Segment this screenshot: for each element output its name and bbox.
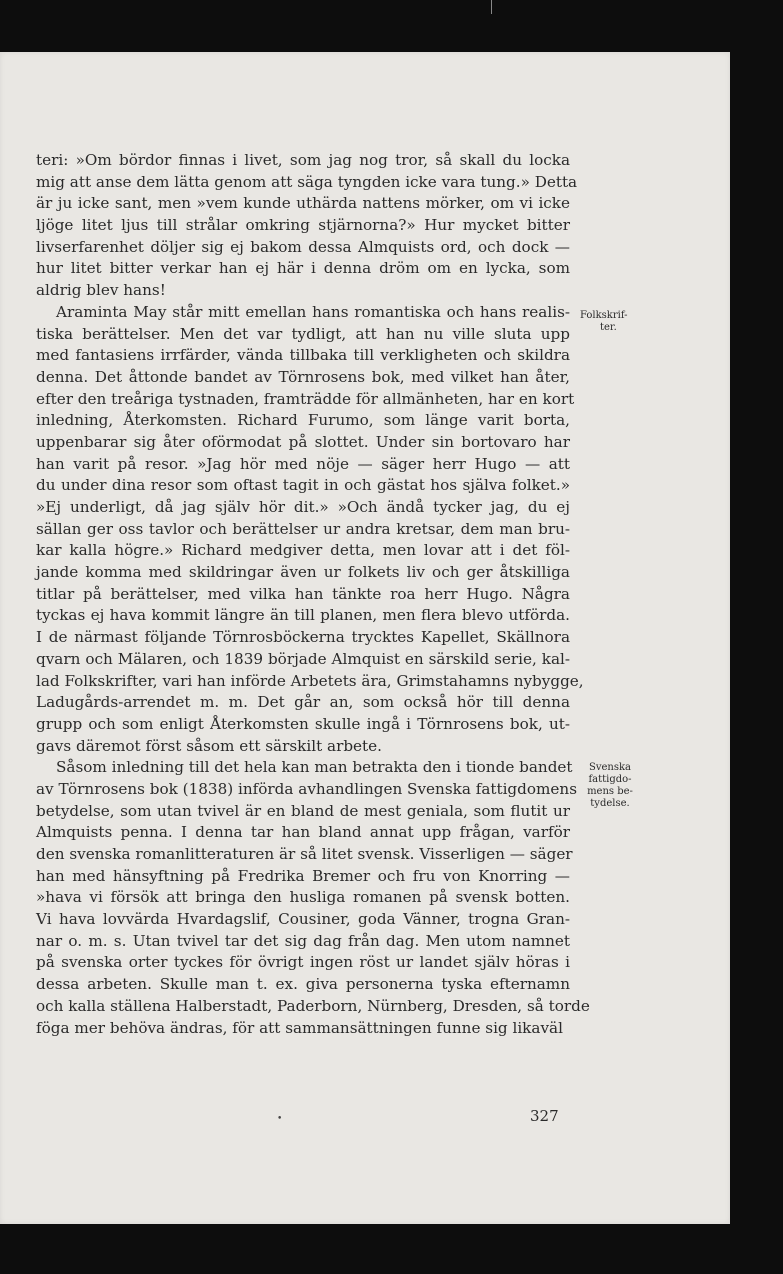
- text-line: Såsom inledning till det hela kan man betrakta den i tionde bandet: [56, 758, 573, 777]
- text-line: grupp och som enligt Återkomsten skulle ingå i Törnrosens bok, ut-: [36, 714, 570, 733]
- text-line: ljöge litet ljus till strålar omkring stjärnorna?» Hur mycket bitter: [36, 216, 570, 235]
- text-line: av Törnrosens bok (1838) införda avhandlingen Svenska fattigdomens: [36, 779, 577, 798]
- text-line: och kalla ställena Halberstadt, Paderborn, Nürnberg, Dresden, så torde: [36, 996, 590, 1015]
- text-line: betydelse, som utan tvivel är en bland de mest geniala, som flutit ur: [36, 801, 570, 820]
- margin-note-svenska-fattigdomens: [585, 762, 635, 810]
- margin-note-line: Svenska: [588, 762, 631, 773]
- text-line: Araminta May står mitt emellan hans romantiska och hans realis-: [56, 302, 570, 321]
- text-line: qvarn och Mälaren, och 1839 började Almquist en särskild serie, kal-: [36, 649, 570, 668]
- text-line: sällan ger oss tavlor och berättelser ur andra kretsar, dem man bru-: [36, 519, 570, 538]
- text-line: med fantasiens irrfärder, vända tillbaka till verkligheten och skildra: [36, 346, 570, 365]
- book-page: [0, 52, 730, 1224]
- text-line: föga mer behöva ändras, för att sammansättningen funne sig likaväl: [36, 1018, 563, 1037]
- text-line: uppenbarar sig åter oförmodat på slottet. Under sin bortovaro har: [36, 432, 570, 451]
- text-line: livserfarenhet döljer sig ej bakom dessa Almquists ord, och dock —: [36, 237, 570, 256]
- text-line: Vi hava lovvärda Hvardagslif, Cousiner, goda Vänner, trogna Gran-: [36, 910, 570, 929]
- text-line: »hava vi försök att bringa den husliga romanen på svensk botten.: [36, 888, 570, 907]
- text-line: efter den treåriga tystnaden, framträdde för allmänheten, har en kort: [36, 389, 575, 408]
- text-line: mig att anse dem lätta genom att säga tyngden icke vara tung.» Detta: [36, 172, 578, 191]
- text-line: kar kalla högre.» Richard medgiver detta, men lovar att i det föl-: [36, 541, 570, 560]
- margin-note-line: mens be-: [587, 786, 633, 797]
- margin-note-line: fattigdo-: [588, 774, 632, 785]
- text-line: aldrig blev hans!: [36, 281, 166, 300]
- text-line: Almquists penna. I denna tar han bland annat upp frågan, varför: [36, 823, 570, 842]
- text-line: gavs däremot först såsom ett särskilt arbete.: [36, 736, 382, 755]
- text-line: lad Folkskrifter, vari han införde Arbetets ära, Grimstahamns nybygge,: [36, 671, 584, 690]
- text-line: titlar på berättelser, med vilka han tänkte roa herr Hugo. Några: [36, 584, 570, 603]
- text-line: »Ej underligt, då jag själv hör dit.» »Och ändå tycker jag, du ej: [36, 498, 570, 516]
- text-line: den svenska romanlitteraturen är så litet svensk. Visserligen — säger: [36, 845, 573, 863]
- margin-note-line: tydelse.: [590, 798, 630, 809]
- text-line: han varit på resor. »Jag hör med nöje — säger herr Hugo — att: [36, 454, 570, 473]
- text-line: tiska berättelser. Men det var tydligt, att han nu ville sluta upp: [36, 324, 570, 343]
- text-line: I de närmast följande Törnrosböckerna trycktes Kapellet, Skällnora: [36, 628, 570, 647]
- text-line: jande komma med skildringar även ur folkets liv och ger åtskilliga: [36, 563, 570, 582]
- margin-note-folkskrifter: [580, 310, 628, 334]
- text-line: dessa arbeten. Skulle man t. ex. giva personerna tyska efternamn: [36, 975, 570, 994]
- page-number: 327: [530, 1107, 559, 1125]
- margin-note-line: ter.: [600, 322, 617, 333]
- text-line: denna. Det åttonde bandet av Törnrosens bok, med vilket han åter,: [36, 367, 570, 386]
- text-line: du under dina resor som oftast tagit in och gästat hos själva folket.»: [36, 476, 570, 495]
- margin-note-line: Folkskrif-: [580, 310, 628, 321]
- scan-edge-mark: [491, 0, 492, 14]
- text-line: teri: »Om bördor finnas i livet, som jag nog tror, så skall du locka: [36, 151, 570, 169]
- text-line: inledning, Återkomsten. Richard Furumo, som länge varit borta,: [36, 411, 570, 430]
- text-line: är ju icke sant, men »vem kunde uthärda nattens mörker, om vi icke: [36, 194, 570, 213]
- body-text: [36, 150, 590, 1039]
- page-dot-mark: •: [277, 1114, 283, 1124]
- text-line: hur litet bitter verkar han ej här i denna dröm om en lycka, som: [36, 259, 570, 278]
- text-line: Ladugårds-arrendet m. m. Det går an, som också hör till denna: [36, 693, 570, 712]
- text-line: på svenska orter tyckes för övrigt ingen röst ur landet själv höras i: [36, 953, 570, 972]
- text-line: han med hänsyftning på Fredrika Bremer och fru von Knorring —: [36, 866, 570, 885]
- text-line: tyckas ej hava kommit längre än till planen, men flera blevo utförda.: [36, 606, 570, 625]
- text-line: nar o. m. s. Utan tvivel tar det sig dag från dag. Men utom namnet: [36, 931, 570, 950]
